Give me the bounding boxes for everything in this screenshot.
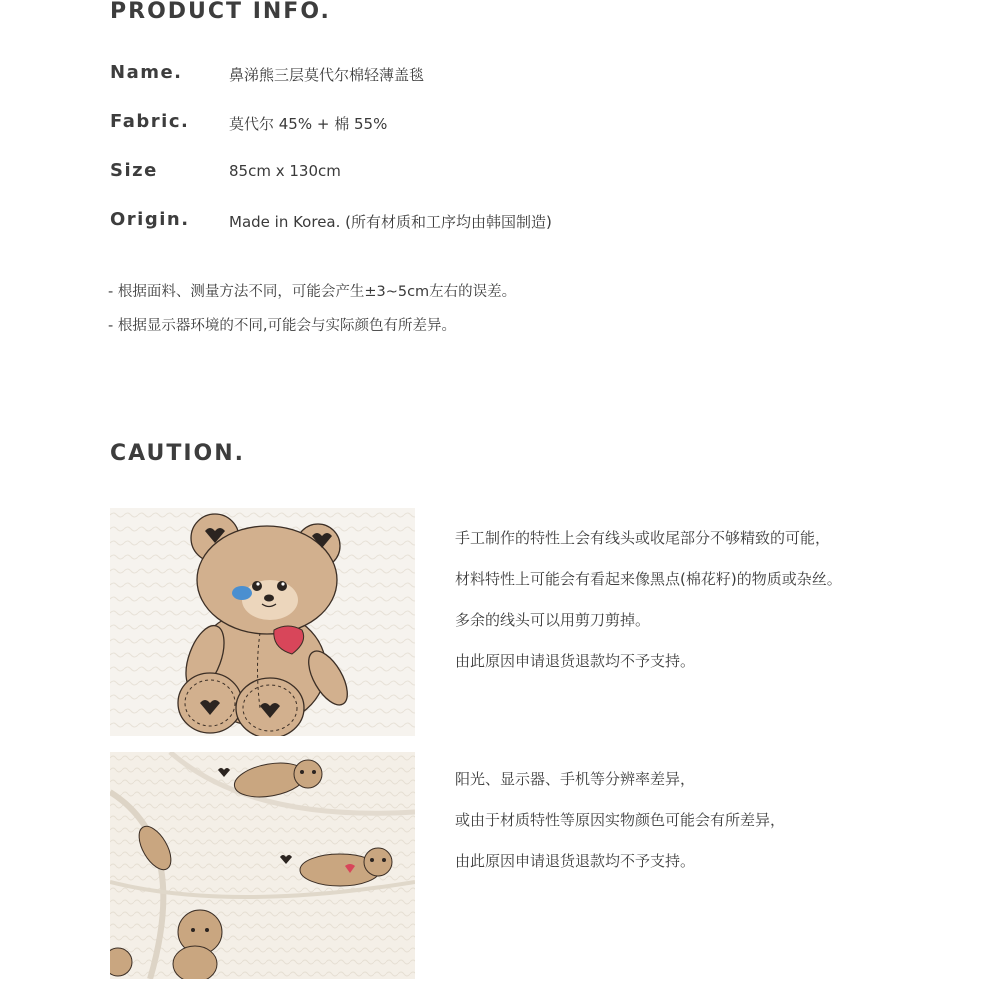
info-label: Fabric. xyxy=(110,111,190,132)
caution-line: 由此原因申请退货退款均不予支持。 xyxy=(455,652,696,670)
blanket-fabric-photo xyxy=(110,752,415,979)
bear-illustration xyxy=(110,508,415,736)
info-row-size xyxy=(110,160,910,190)
caution-line: 或由于材质特性等原因实物颜色可能会有所差异， xyxy=(455,811,786,829)
info-value: 鼻涕熊三层莫代尔棉轻薄盖毯 xyxy=(229,66,425,84)
size-tolerance-note: - 根据面料、测量方法不同，可能会产生±3~5cm左右的误差。 xyxy=(108,284,517,300)
caution-heading: CAUTION. xyxy=(110,441,246,466)
info-value: Made in Korea. (所有材质和工序均由韩国制造) xyxy=(229,213,552,231)
info-row-fabric xyxy=(110,111,910,141)
product-info-heading: PRODUCT INFO. xyxy=(110,0,331,24)
caution-line: 材料特性上可能会有看起来像黑点(棉花籽)的物质或杂丝。 xyxy=(455,570,842,588)
info-label: Name. xyxy=(110,62,183,83)
color-difference-note: - 根据显示器环境的不同,可能会与实际颜色有所差异。 xyxy=(108,318,456,334)
info-label: Origin. xyxy=(110,209,190,230)
caution-line: 多余的线头可以用剪刀剪掉。 xyxy=(455,611,651,629)
info-row-origin xyxy=(110,209,910,239)
info-label: Size xyxy=(110,160,158,181)
info-value: 85cm x 130cm xyxy=(229,162,341,180)
bear-closeup-photo xyxy=(110,508,415,736)
blanket-illustration xyxy=(110,752,415,979)
caution-line: 阳光、显示器、手机等分辨率差异， xyxy=(455,770,696,788)
caution-line: 手工制作的特性上会有线头或收尾部分不够精致的可能， xyxy=(455,529,831,547)
info-row-name xyxy=(110,62,910,92)
caution-line: 由此原因申请退货退款均不予支持。 xyxy=(455,852,696,870)
info-value: 莫代尔 45% + 棉 55% xyxy=(229,115,388,133)
